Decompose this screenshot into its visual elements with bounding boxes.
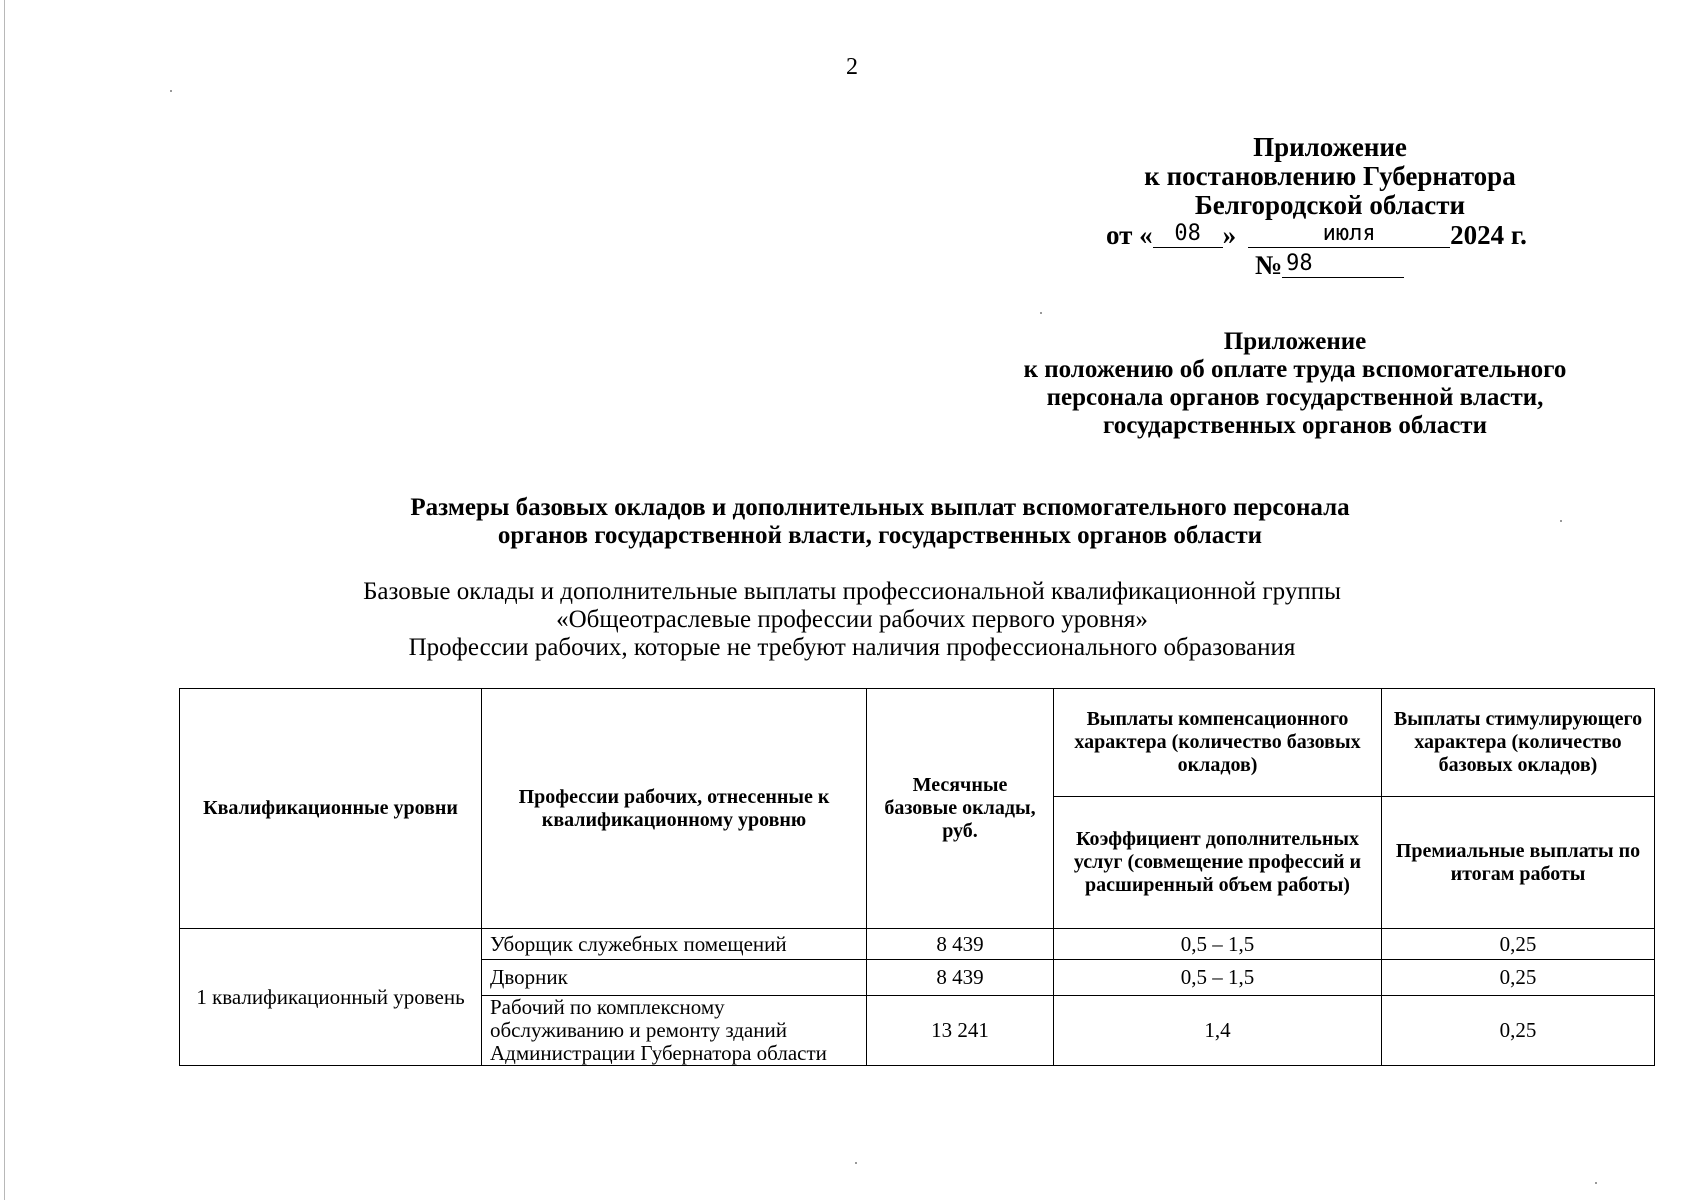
number-prefix: № (1255, 250, 1283, 280)
salary-cell: 8 439 (867, 929, 1054, 960)
bonus-cell: 0,25 (1382, 960, 1655, 996)
document-title-line1: Размеры базовых окладов и дополнительных выплат вспомогательного персонала (410, 494, 1350, 521)
salary-cell: 8 439 (867, 960, 1054, 996)
bonus-cell: 0,25 (1382, 996, 1655, 1066)
coefficient-cell: 1,4 (1054, 996, 1382, 1066)
date-year: 2024 г. (1450, 220, 1527, 250)
date-prefix: от « (1106, 220, 1153, 250)
header-bonus: Премиальные выплаты по итогам работы (1382, 797, 1655, 929)
header-professions: Профессии рабочих, отнесенные к квалификационному уровню (482, 689, 867, 929)
profession-cell: Уборщик служебных помещений (482, 929, 867, 960)
annex-decree-line: к постановлению Губернатора (1144, 161, 1516, 191)
header-qualification-levels: Квалификационные уровни (180, 689, 482, 929)
header-compensation: Выплаты компенсационного характера (количество базовых окладов) (1054, 689, 1382, 797)
scan-speck (855, 1162, 857, 1164)
annex-title: Приложение (1253, 132, 1407, 162)
table-row (180, 929, 1655, 960)
decree-number-field: 98 (1282, 251, 1404, 278)
scan-speck (1040, 312, 1042, 314)
profession-cell: Рабочий по комплексному обслуживанию и ремонту зданий Администрации Губернатора области (482, 996, 867, 1066)
profession-cell: Дворник (482, 960, 867, 996)
date-month-field: июля (1248, 221, 1450, 248)
page-number: 2 (846, 54, 858, 80)
header-monthly-salary: Месячные базовые оклады, руб. (867, 689, 1054, 929)
coefficient-cell: 0,5 – 1,5 (1054, 960, 1382, 996)
date-mid: » (1222, 220, 1237, 250)
subtitle-line3: Профессии рабочих, которые не требуют наличия профессионального образования (408, 634, 1296, 661)
bonus-cell: 0,25 (1382, 929, 1655, 960)
annex-header-decree (1080, 133, 1580, 220)
decree-date-line (1106, 220, 1527, 252)
subtitle-line1: Базовые оклады и дополнительные выплаты профессиональной квалификационной группы (363, 578, 1341, 605)
table-header-row (180, 689, 1655, 797)
scan-speck (1595, 1182, 1597, 1184)
annex2-title: Приложение (1223, 328, 1367, 355)
coefficient-cell: 0,5 – 1,5 (1054, 929, 1382, 960)
subtitle-line2: «Общеотраслевые профессии рабочих первого уровня» (556, 606, 1148, 633)
scan-speck (170, 90, 172, 92)
annex-region-line: Белгородской области (1194, 190, 1466, 220)
scan-speck (1560, 520, 1562, 522)
annex2-line3: персонала органов государственной власти, (1046, 384, 1544, 411)
annex-header-regulation (980, 328, 1610, 440)
salary-table (179, 688, 1655, 1066)
qualification-level-cell: 1 квалификационный уровень (180, 929, 482, 1066)
decree-number-line (1255, 250, 1404, 282)
header-coefficient: Коэффициент дополнительных услуг (совмещение профессий и расширенный объем работы) (1054, 797, 1382, 929)
table-subtitle (0, 578, 1697, 662)
salary-cell: 13 241 (867, 996, 1054, 1066)
date-day-field: 08 (1153, 221, 1223, 248)
annex2-line4: государственных органов области (1103, 412, 1487, 439)
header-stimulating: Выплаты стимулирующего характера (количество базовых окладов) (1382, 689, 1655, 797)
annex2-line2: к положению об оплате труда вспомогательного (1023, 356, 1567, 383)
document-title-line2: органов государственной власти, государственных органов области (497, 522, 1263, 549)
document-title (0, 494, 1697, 550)
